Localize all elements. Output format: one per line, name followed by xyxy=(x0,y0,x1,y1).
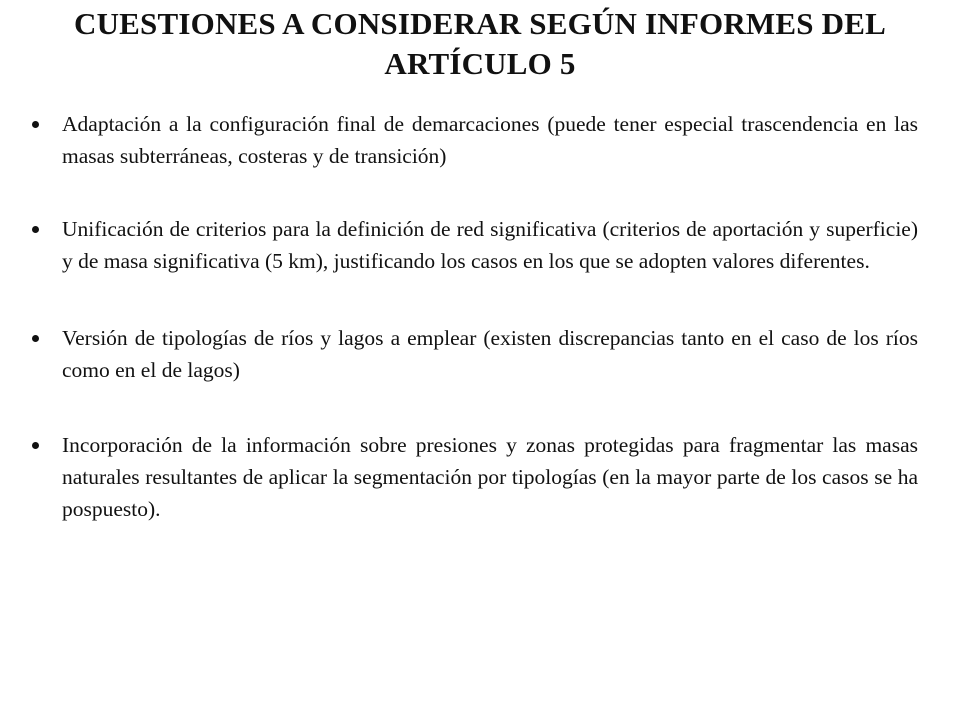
bullet-text: Versión de tipologías de ríos y lagos a emplear (existen discrepancias tanto en el caso de los ríos como en el de lagos) xyxy=(62,326,918,382)
bullet-text: Unificación de criterios para la definición de red significativa (criterios de aportación y superficie) y de masa significativa (5 km), justificando los casos en los que se adopten valores diferentes. xyxy=(62,217,918,273)
bullet-text: Incorporación de la información sobre presiones y zonas protegidas para fragmentar las masas naturales resultantes de aplicar la segmentación por tipologías (en la mayor parte de los casos se ha pospuesto). xyxy=(62,433,918,521)
bullet-item xyxy=(30,213,918,277)
bullet-text: Adaptación a la configuración final de demarcaciones (puede tener especial trascendencia en las masas subterráneas, costeras y de transición) xyxy=(62,112,918,168)
bullet-dot-icon xyxy=(32,442,39,449)
bullet-dot-icon xyxy=(32,335,39,342)
bullet-item xyxy=(30,429,918,525)
bullet-list xyxy=(30,108,918,566)
bullet-dot-icon xyxy=(32,226,39,233)
bullet-item xyxy=(30,322,918,386)
slide-title: CUESTIONES A CONSIDERAR SEGÚN INFORMES DEL ARTÍCULO 5 xyxy=(74,6,886,81)
bullet-dot-icon xyxy=(32,121,39,128)
bullet-item xyxy=(30,108,918,172)
